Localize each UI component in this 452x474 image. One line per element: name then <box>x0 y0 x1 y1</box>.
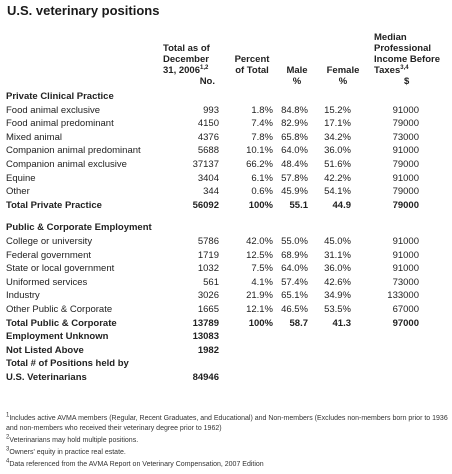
employment-unknown-row: Employment Unknown 13083 <box>6 331 219 343</box>
footnote-3: $^3$Owners' equity in practice real estate. <box>6 446 126 456</box>
footnote-4: $^4$Data referenced from the AVMA Report on Veterinary Compensation, 2007 Edition <box>6 458 264 468</box>
table-row: Industry 3026 21.9% 65.1% 34.9% 133000 <box>6 290 419 302</box>
header-total: Total as of December 31, 2006$^{1,2}$ No. <box>163 43 215 87</box>
spacer-row <box>0 212 419 221</box>
table-row: Companion animal exclusive 37137 66.2% 48.4% 51.6% 79000 <box>6 158 419 170</box>
grand-total-row-2: U.S. Veterinarians 84946 <box>6 371 219 383</box>
table-row: Federal government 1719 12.5% 68.9% 31.1% 91000 <box>6 249 419 261</box>
positions-table <box>0 90 419 384</box>
table-row: Mixed animal 4376 7.8% 65.8% 34.2% 73000 <box>6 131 419 143</box>
footnote-2: $^2$Veterinarians may hold multiple positions. <box>6 434 139 444</box>
table-row: College or university 5786 42.0% 55.0% 45.0% 91000 <box>6 235 419 247</box>
header-percent: Percent of Total <box>234 54 270 76</box>
page-title: U.S. veterinary positions <box>7 3 160 18</box>
section-heading-row <box>0 90 419 104</box>
table-row: Companion animal predominant 5688 10.1% 64.0% 36.0% 91000 <box>6 145 419 157</box>
total-row: Total Public & Corporate 13789 100% 58.7 41.3 97000 <box>6 317 419 329</box>
table-row: Uniformed services 561 4.1% 57.4% 42.6% 73000 <box>6 276 419 288</box>
header-male: Male % <box>286 65 308 87</box>
table-row: Food animal exclusive 993 1.8% 84.8% 15.2% 91000 <box>6 104 419 116</box>
total-row: Total Private Practice 56092 100% 55.1 44.9 79000 <box>6 199 419 211</box>
table-row: Other 344 0.6% 45.9% 54.1% 79000 <box>6 186 419 198</box>
table-row: Other Public & Corporate 1665 12.1% 46.5% 53.5% 67000 <box>6 303 419 315</box>
section-heading: Public & Corporate Employment <box>6 222 152 234</box>
not-listed-row: Not Listed Above 1982 <box>6 344 219 356</box>
section-heading: Private Clinical Practice <box>6 91 114 102</box>
header-income: Median Professional Income Before Taxes$^{3,4}$ $ <box>374 32 440 87</box>
grand-total-row-1: Total # of Positions held by <box>6 358 129 370</box>
footnote-1: $^1$Includes active AVMA members (Regular, Recent Graduates, and Educational) and Non-members (Excludes non-members born prior to 1936 and non-members who received their veterinary degree prior to 1962) <box>6 412 448 432</box>
section-heading-row <box>0 221 419 235</box>
table-row: State or local government 1032 7.5% 64.0% 36.0% 91000 <box>6 263 419 275</box>
header-female: Female % <box>326 65 360 87</box>
table-row: Equine 3404 6.1% 57.8% 42.2% 91000 <box>6 172 419 184</box>
table-row: Food animal predominant 4150 7.4% 82.9% 17.1% 79000 <box>6 118 419 130</box>
